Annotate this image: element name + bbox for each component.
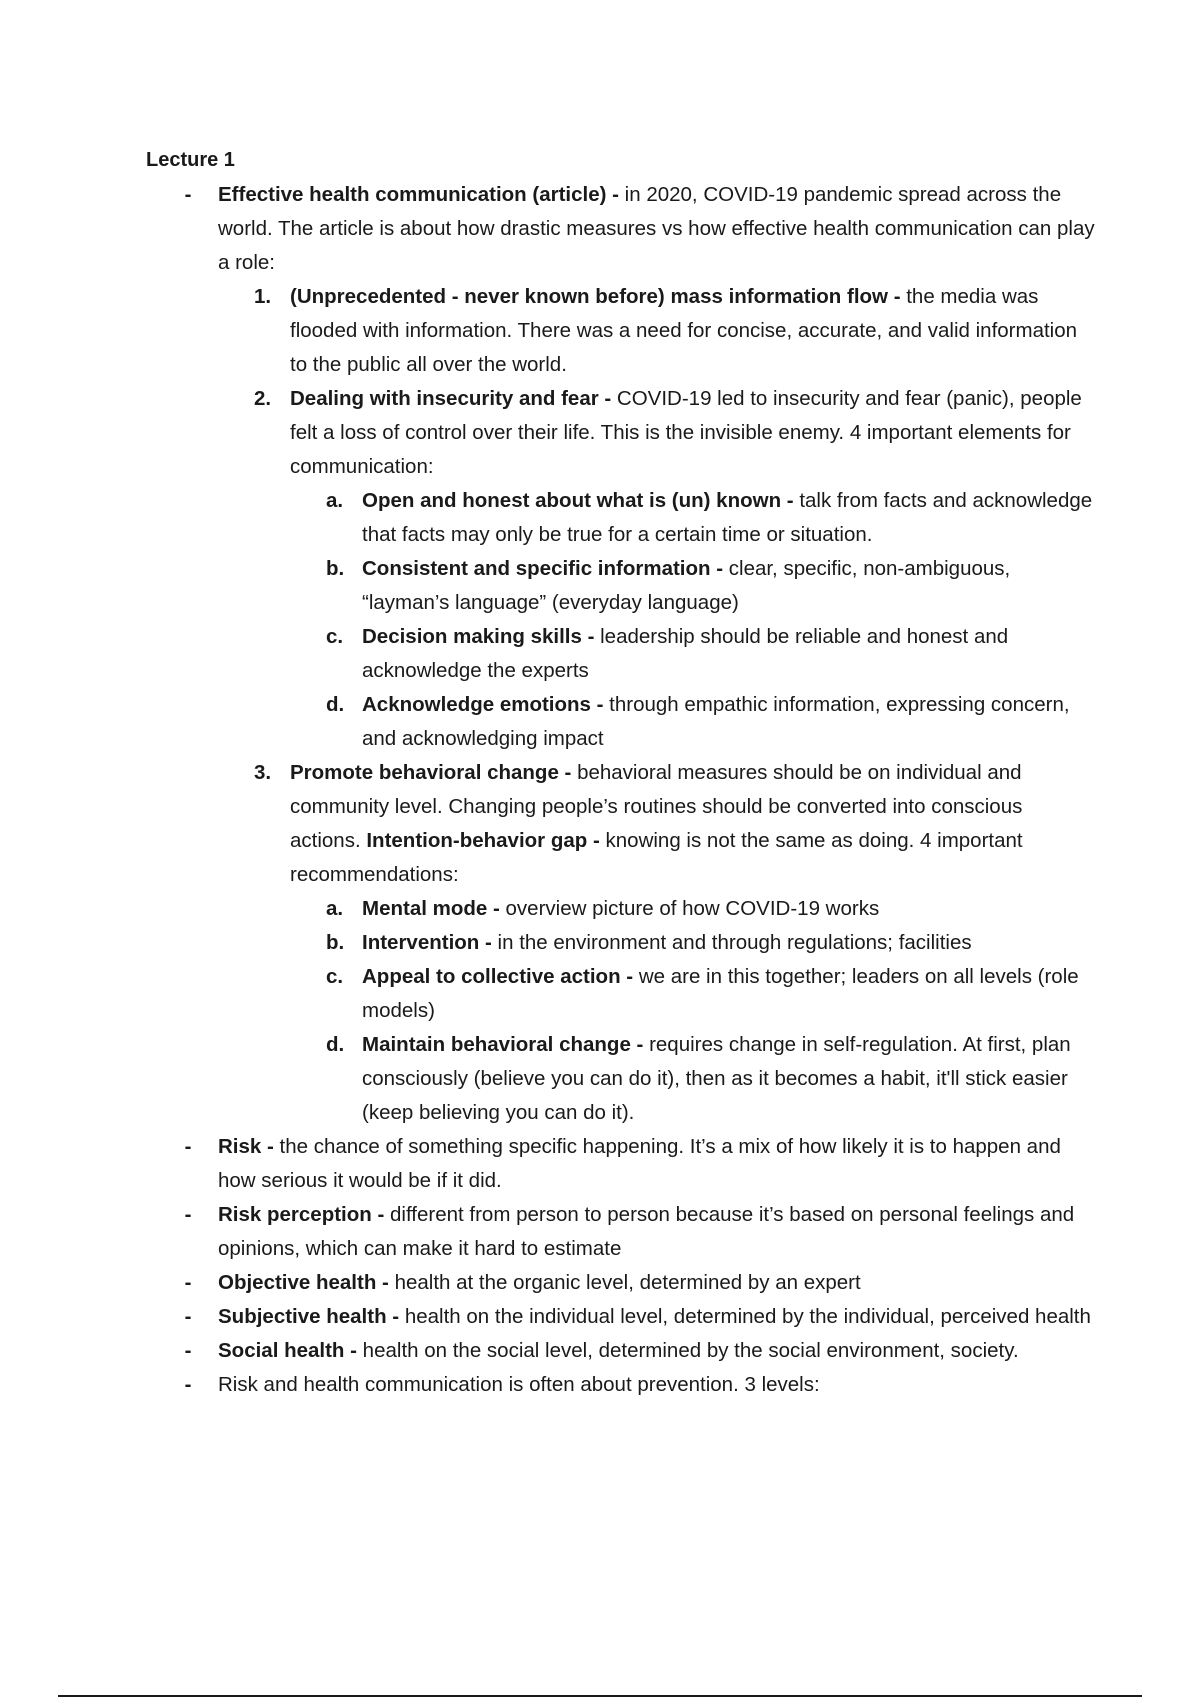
term-point-2: Dealing with insecurity and fear - (290, 387, 612, 410)
lettered-list (290, 484, 1096, 756)
list-item-objective-health (146, 1266, 1096, 1300)
sub-text: requires change in self-regulation. At first, plan consciously (believe you can do it), then as it becomes a habit, it'll stick easier (keep believing you can do it). (362, 1033, 1071, 1124)
letter-marker: c. (326, 965, 344, 988)
lettered-item (290, 484, 1096, 552)
sub-text: overview picture of how COVID-19 works (499, 897, 880, 920)
top-level-list (146, 178, 1096, 1402)
number-marker: 3. (254, 761, 272, 784)
text-point-2: COVID-19 led to insecurity and fear (panic), people felt a loss of control over their life. This is the invisible enemy. 4 important elements for communication: (290, 387, 1082, 478)
term-article: Effective health communication (article) - (218, 183, 619, 206)
sub-text: through empathic information, expressing concern, and acknowledging impact (362, 693, 1070, 750)
text-point-1: the media was flooded with information. There was a need for concise, accurate, and valid information to the public all over the world. (290, 285, 1078, 376)
notes-content (146, 178, 1096, 1402)
numbered-item-3 (218, 756, 1096, 1130)
letter-marker: d. (326, 693, 345, 716)
numbered-item-1 (218, 280, 1096, 382)
sub-term: Maintain behavioral change - (362, 1033, 644, 1056)
lettered-item (290, 620, 1096, 688)
lecture-title: Lecture 1 (146, 149, 235, 171)
sub-text: talk from facts and acknowledge that facts may only be true for a certain time or situation. (362, 489, 1093, 546)
list-item-risk (146, 1130, 1096, 1198)
text-subjective-health: health on the individual level, determined by the individual, perceived health (399, 1305, 1091, 1328)
text-point-3: behavioral measures should be on individual and community level. Changing people’s routines should be converted into conscious actions. (290, 761, 1023, 852)
lettered-item (290, 926, 1096, 960)
list-item-subjective-health (146, 1300, 1096, 1334)
lettered-item (290, 892, 1096, 926)
term-intention-gap: Intention-behavior gap - (360, 829, 600, 852)
number-marker: 2. (254, 387, 272, 410)
term-point-1: (Unprecedented - never known before) mass information flow - (290, 285, 901, 308)
bullet-dash: - (184, 1305, 192, 1328)
lettered-item (290, 960, 1096, 1028)
sub-term: Consistent and specific information - (362, 557, 724, 580)
term-risk-perception: Risk perception - (218, 1203, 385, 1226)
letter-marker: a. (326, 897, 344, 920)
bullet-dash: - (184, 1271, 192, 1294)
term-risk: Risk - (218, 1135, 274, 1158)
numbered-item-2 (218, 382, 1096, 756)
page-bottom-rule (58, 1695, 1142, 1697)
sub-term: Open and honest about what is (un) known - (362, 489, 794, 512)
list-item-risk-perception (146, 1198, 1096, 1266)
sub-term: Appeal to collective action - (362, 965, 634, 988)
text-risk: the chance of something specific happening. It’s a mix of how likely it is to happen and how serious it would be if it did. (218, 1135, 1061, 1192)
sub-term: Mental mode - (362, 897, 500, 920)
sub-text: in the environment and through regulations; facilities (491, 931, 972, 954)
list-item-prevention (146, 1368, 1096, 1402)
lettered-list (290, 892, 1096, 1130)
sub-term: Acknowledge emotions - (362, 693, 604, 716)
term-subjective-health: Subjective health - (218, 1305, 400, 1328)
bullet-dash: - (184, 1135, 192, 1158)
text-intention-gap: knowing is not the same as doing. 4 important recommendations: (290, 829, 1023, 886)
bullet-dash: - (184, 1373, 192, 1396)
lettered-item (290, 552, 1096, 620)
number-marker: 1. (254, 285, 272, 308)
sub-term: Intervention - (362, 931, 492, 954)
letter-marker: b. (326, 557, 345, 580)
sub-term: Decision making skills - (362, 625, 595, 648)
term-point-3: Promote behavioral change - (290, 761, 572, 784)
text-objective-health: health at the organic level, determined by an expert (388, 1271, 861, 1294)
bullet-dash: - (184, 1339, 192, 1362)
term-social-health: Social health - (218, 1339, 357, 1362)
term-objective-health: Objective health - (218, 1271, 389, 1294)
text-social-health: health on the social level, determined by the social environment, society. (356, 1339, 1019, 1362)
bullet-dash: - (184, 183, 192, 206)
list-item-social-health (146, 1334, 1096, 1368)
letter-marker: b. (326, 931, 345, 954)
sub-text: we are in this together; leaders on all levels (role models) (362, 965, 1079, 1022)
letter-marker: a. (326, 489, 344, 512)
sub-text: clear, specific, non-ambiguous, “layman’s language” (everyday language) (362, 557, 1011, 614)
letter-marker: c. (326, 625, 344, 648)
lettered-item (290, 1028, 1096, 1130)
text-article: in 2020, COVID-19 pandemic spread across the world. The article is about how drastic measures vs how effective health communication can play a role: (218, 183, 1095, 274)
text-risk-perception: different from person to person because it’s based on personal feelings and opinions, which can make it hard to estimate (218, 1203, 1075, 1260)
numbered-list (218, 280, 1096, 1130)
bullet-dash: - (184, 1203, 192, 1226)
list-item-article (146, 178, 1096, 1130)
lettered-item (290, 688, 1096, 756)
letter-marker: d. (326, 1033, 345, 1056)
text-prevention: Risk and health communication is often about prevention. 3 levels: (218, 1373, 820, 1396)
sub-text: leadership should be reliable and honest and acknowledge the experts (362, 625, 1009, 682)
